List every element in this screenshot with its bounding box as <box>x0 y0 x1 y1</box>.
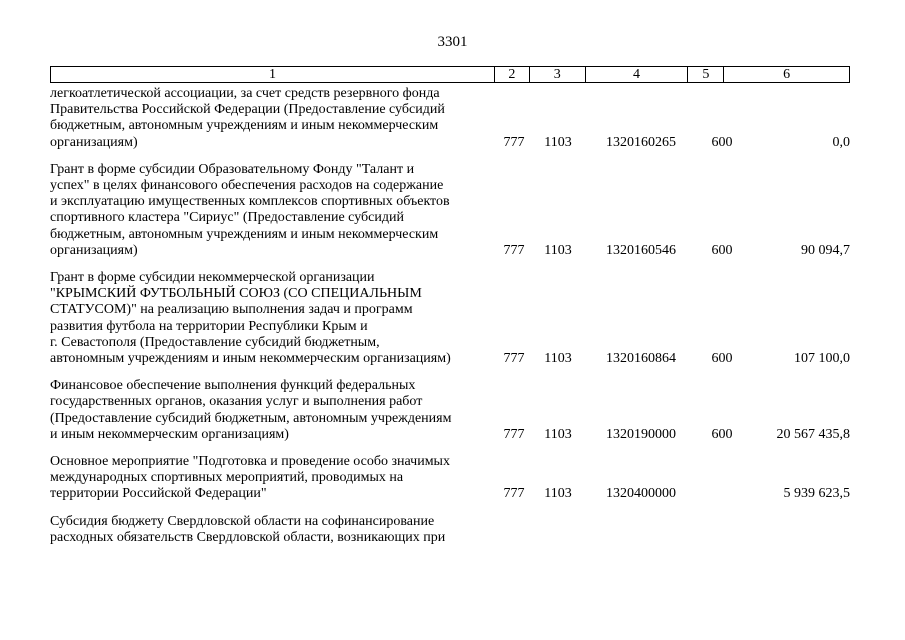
target-article-code: 1320160265 <box>606 134 676 150</box>
table-header <box>50 66 850 83</box>
description-line: бюджетным, автономным учреждениям и иным некоммерческим <box>50 118 439 134</box>
description-line: Финансовое обеспечение выполнения функций федеральных <box>50 378 416 394</box>
description-line: "КРЫМСКИЙ ФУТБОЛЬНЫЙ СОЮЗ (СО СПЕЦИАЛЬНЫМ <box>50 286 422 302</box>
table-row <box>50 514 850 546</box>
chapter-code: 777 <box>503 426 525 442</box>
row-description <box>50 378 490 443</box>
section-code: 1103 <box>544 426 572 442</box>
description-line: организациям) <box>50 242 138 258</box>
section-code: 1103 <box>544 134 572 150</box>
target-article-code: 1320190000 <box>606 426 676 442</box>
description-line: расходных обязательств Свердловской области, возникающих при <box>50 529 446 545</box>
description-line: легкоатлетической ассоциации, за счет средств резервного фонда <box>50 86 440 101</box>
table-row <box>50 454 850 503</box>
table-row <box>50 378 850 443</box>
expense-type-code: 600 <box>711 351 733 367</box>
expense-type-code: 600 <box>711 242 733 258</box>
row-description <box>50 454 490 503</box>
target-article-code: 1320160546 <box>606 242 676 258</box>
amount-value: 90 094,7 <box>801 242 850 258</box>
row-description <box>50 162 490 259</box>
amount-value: 20 567 435,8 <box>776 426 850 442</box>
description-line: Основное мероприятие "Подготовка и проведение особо значимых <box>50 454 450 470</box>
amount-value: 107 100,0 <box>794 351 850 367</box>
header-col-3: 3 <box>530 67 586 82</box>
chapter-code: 777 <box>503 134 525 150</box>
row-description <box>50 270 490 367</box>
expense-type-code: 600 <box>711 134 733 150</box>
target-article-code: 1320400000 <box>606 486 676 502</box>
header-col-5: 5 <box>688 67 724 82</box>
row-description <box>50 514 490 546</box>
expense-type-code: 600 <box>711 426 733 442</box>
chapter-code: 777 <box>503 351 525 367</box>
description-line: и эксплуатацию имущественных комплексов спортивных объектов <box>50 194 450 210</box>
description-line: государственных органов, оказания услуг и выполнения работ <box>50 394 423 410</box>
description-line: Грант в форме субсидии некоммерческой организации <box>50 270 375 286</box>
header-col-2: 2 <box>495 67 530 82</box>
table-row <box>50 270 850 367</box>
description-line: развития футбола на территории Республики Крым и <box>50 318 368 334</box>
description-line: спортивного кластера "Сириус" (Предоставление субсидий <box>50 210 404 226</box>
description-line: Субсидия бюджету Свердловской области на софинансирование <box>50 513 435 529</box>
amount-value: 5 939 623,5 <box>783 486 850 502</box>
description-line: организациям) <box>50 134 138 150</box>
description-line: СТАТУСОМ)" на реализацию выполнения задач и программ <box>50 302 413 318</box>
amount-value: 0,0 <box>832 134 850 150</box>
description-line: международных спортивных мероприятий, проводимых на <box>50 470 404 486</box>
section-code: 1103 <box>544 351 572 367</box>
description-line: (Предоставление субсидий бюджетным, автономным учреждениям <box>50 410 452 426</box>
table-row <box>50 162 850 259</box>
section-code: 1103 <box>544 486 572 502</box>
header-col-1: 1 <box>51 67 495 82</box>
description-line: г. Севастополя (Предоставление субсидий бюджетным, <box>50 334 380 350</box>
chapter-code: 777 <box>503 242 525 258</box>
description-line: и иным некоммерческим организациям) <box>50 426 289 442</box>
description-line: бюджетным, автономным учреждениям и иным некоммерческим <box>50 226 439 242</box>
table-body <box>50 86 850 557</box>
chapter-code: 777 <box>503 486 525 502</box>
section-code: 1103 <box>544 242 572 258</box>
description-line: территории Российской Федерации" <box>50 486 267 502</box>
description-line: Правительства Российской Федерации (Предоставление субсидий <box>50 102 445 118</box>
header-col-6: 6 <box>783 67 791 82</box>
page-number: 3301 <box>437 34 468 50</box>
table-row <box>50 86 850 151</box>
description-line: Грант в форме субсидии Образовательному Фонду "Талант и <box>50 161 415 177</box>
row-description <box>50 86 490 151</box>
description-line: успех" в целях финансового обеспечения расходов на содержание <box>50 178 444 194</box>
target-article-code: 1320160864 <box>606 351 676 367</box>
description-line: автономным учреждениям и иным некоммерческим организациям) <box>50 351 451 367</box>
header-col-4: 4 <box>586 67 689 82</box>
